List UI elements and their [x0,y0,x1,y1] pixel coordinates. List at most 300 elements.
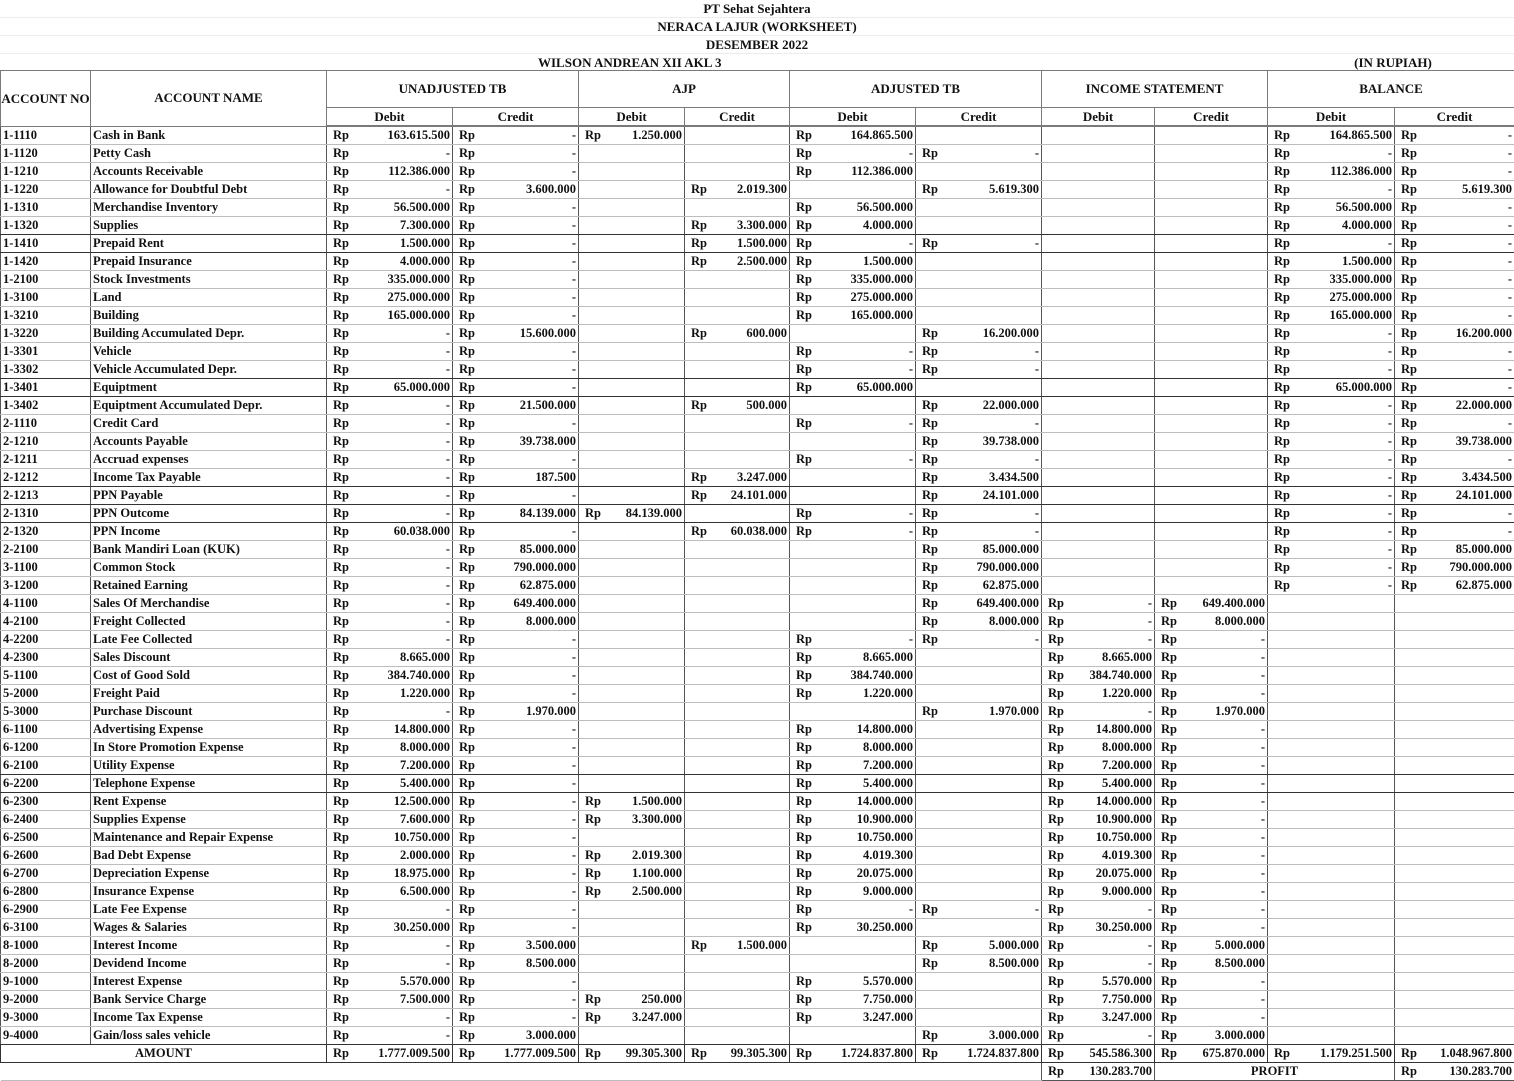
amount-value: 5.619.300 [989,181,1039,198]
currency-label: Rp [333,955,349,972]
amount-cell [1042,487,1155,505]
amount-cell [790,721,916,739]
report-author: WILSON ANDREAN XII AKL 3 [538,55,722,71]
amount-cell [790,523,916,541]
amount-value: 7.750.000 [1102,991,1152,1008]
table-row [1,811,1514,829]
amount-cell [790,307,916,325]
amount-cell [1395,829,1514,847]
currency-label: Rp [1161,721,1177,738]
currency-label: Rp [796,829,812,846]
account-no-cell: 1-1220 [1,181,91,199]
amount-cell [685,955,790,973]
header-credit: Credit [1155,108,1268,127]
amount-value: - [1508,253,1512,270]
currency-label: Rp [1274,379,1290,396]
account-name-cell: Accounts Payable [91,433,327,451]
amount-cell [1395,901,1514,919]
amount-value: 7.200.000 [1102,757,1152,774]
amount-cell [790,451,916,469]
account-no-cell: 1-1410 [1,235,91,253]
amount-cell [685,667,790,685]
amount-cell [327,217,453,235]
amount-cell [327,235,453,253]
amount-value: 384.740.000 [388,667,451,684]
header-ajp: AJP [579,71,790,108]
amount-cell [1042,181,1155,199]
currency-label: Rp [333,415,349,432]
amount-cell [1395,271,1514,289]
amount-cell [685,865,790,883]
amount-value: - [572,145,576,162]
amount-value: - [572,343,576,360]
amount-value: - [1388,361,1392,378]
amount-cell [1155,433,1268,451]
table-row [1,253,1514,271]
amount-cell [1268,847,1395,865]
currency-label: Rp [1401,271,1417,288]
currency-label: Rp [333,541,349,558]
amount-cell [685,721,790,739]
table-row [1,829,1514,847]
currency-label: Rp [922,145,938,162]
amount-cell [453,126,579,145]
amount-value: 1.500.000 [737,937,787,954]
amount-value: 14.800.000 [394,721,450,738]
amount-value: - [1508,145,1512,162]
currency-label: Rp [796,991,812,1008]
amount-cell [579,199,685,217]
currency-label: Rp [1048,613,1064,630]
currency-label: Rp [1401,307,1417,324]
currency-label: Rp [796,901,812,918]
currency-label: Rp [796,685,812,702]
amount-value: 165.000.000 [388,307,451,324]
amount-value: - [1508,379,1512,396]
amount-cell [327,559,453,577]
amount-value: - [1035,901,1039,918]
amount-value: - [572,379,576,396]
amount-cell [1395,325,1514,343]
currency-label: Rp [459,955,475,972]
amount-value: 275.000.000 [1330,289,1393,306]
amount-value: 1.970.000 [989,703,1039,720]
currency-label: Rp [796,649,812,666]
amount-value: - [1261,991,1265,1008]
currency-label: Rp [459,307,475,324]
currency-label: Rp [333,991,349,1008]
amount-cell [1268,991,1395,1009]
currency-label: Rp [796,415,812,432]
amount-cell [685,343,790,361]
currency-label: Rp [796,1009,812,1026]
amount-cell [1268,577,1395,595]
amount-value: - [572,649,576,666]
amount-value: - [446,955,450,972]
amount-value: - [1508,307,1512,324]
currency-label: Rp [796,217,812,234]
currency-label: Rp [796,505,812,522]
amount-cell [1155,253,1268,271]
total-cell [1268,1045,1395,1063]
amount-value: - [572,811,576,828]
amount-cell [453,397,579,415]
account-no-cell: 6-1100 [1,721,91,739]
account-no-cell: 1-1320 [1,217,91,235]
currency-label: Rp [1161,1009,1177,1026]
currency-label: Rp [333,1045,349,1062]
currency-label: Rp [1401,145,1417,162]
amount-value: 3.000.000 [989,1027,1039,1044]
total-cell [453,1045,579,1063]
amount-cell [916,325,1042,343]
amount-cell [790,379,916,397]
currency-label: Rp [333,127,349,144]
currency-label: Rp [1048,757,1064,774]
currency-label: Rp [459,127,475,144]
amount-cell [327,919,453,937]
amount-cell [1395,559,1514,577]
currency-label: Rp [922,1045,938,1062]
amount-cell [453,685,579,703]
profit-label: PROFIT [1155,1063,1395,1081]
amount-cell [916,433,1042,451]
amount-cell [1395,199,1514,217]
amount-cell [1268,595,1395,613]
account-no-cell: 4-2300 [1,649,91,667]
amount-value: - [1388,523,1392,540]
amount-value: - [1388,487,1392,504]
table-row [1,955,1514,973]
amount-value: 7.750.000 [863,991,913,1008]
amount-cell [579,703,685,721]
currency-label: Rp [459,361,475,378]
amount-cell [916,523,1042,541]
currency-label: Rp [1401,487,1417,504]
amount-cell [579,613,685,631]
amount-cell [1268,865,1395,883]
amount-value: 545.586.300 [1090,1045,1153,1062]
account-no-cell: 2-1213 [1,487,91,505]
company-name: PT Sehat Sejahtera [0,1,1514,17]
amount-cell [1042,235,1155,253]
amount-value: 1.500.000 [1342,253,1392,270]
amount-cell [1042,397,1155,415]
amount-cell [1042,739,1155,757]
currency-label: Rp [459,343,475,360]
currency-label: Rp [585,883,601,900]
currency-label: Rp [922,613,938,630]
amount-cell [1042,613,1155,631]
currency-label: Rp [459,325,475,342]
amount-cell [916,577,1042,595]
currency-label: Rp [796,379,812,396]
amount-cell [916,739,1042,757]
amount-cell [1395,793,1514,811]
account-no-cell: 5-3000 [1,703,91,721]
amount-cell [916,829,1042,847]
amount-cell [327,649,453,667]
account-name-cell: Building [91,307,327,325]
amount-cell [790,325,916,343]
amount-value: - [1261,901,1265,918]
currency-label: Rp [1401,559,1417,576]
amount-value: - [1148,595,1152,612]
amount-cell [916,505,1042,523]
amount-cell [1155,793,1268,811]
amount-cell [916,199,1042,217]
amount-value: - [909,505,913,522]
currency-label: Rp [1401,1045,1417,1062]
amount-cell [327,685,453,703]
table-row [1,559,1514,577]
profit-income-debit [1042,1063,1155,1081]
amount-value: - [572,847,576,864]
amount-cell [685,577,790,595]
amount-cell [453,325,579,343]
currency-label: Rp [1048,1045,1064,1062]
amount-cell [453,523,579,541]
amount-cell [1395,703,1514,721]
amount-value: - [446,559,450,576]
amount-value: - [1388,235,1392,252]
amount-value: - [1508,217,1512,234]
amount-cell [327,883,453,901]
amount-cell [453,649,579,667]
account-no-cell: 2-1212 [1,469,91,487]
amount-cell [1268,811,1395,829]
amount-value: - [572,523,576,540]
table-row [1,487,1514,505]
report-period: DESEMBER 2022 [0,37,1514,53]
total-cell [916,1045,1042,1063]
account-no-cell: 1-3220 [1,325,91,343]
currency-label: Rp [922,937,938,954]
currency-label: Rp [459,1027,475,1044]
amount-cell [1042,883,1155,901]
amount-cell [579,829,685,847]
amount-cell [1155,739,1268,757]
currency-label: Rp [1161,613,1177,630]
amount-cell [685,919,790,937]
amount-cell [1395,523,1514,541]
amount-cell [916,901,1042,919]
table-row [1,739,1514,757]
amount-cell [790,883,916,901]
amount-value: - [1148,1027,1152,1044]
currency-label: Rp [1048,901,1064,918]
currency-label: Rp [1274,415,1290,432]
amount-cell [916,685,1042,703]
currency-label: Rp [333,289,349,306]
totals-label: AMOUNT [1,1045,327,1063]
amount-cell [453,505,579,523]
currency-label: Rp [1161,1027,1177,1044]
table-row [1,379,1514,397]
currency-label: Rp [1401,127,1417,144]
currency-label: Rp [1048,793,1064,810]
currency-label: Rp [459,289,475,306]
amount-cell [1268,235,1395,253]
currency-label: Rp [459,523,475,540]
amount-value: - [446,541,450,558]
amount-cell [579,865,685,883]
amount-cell [579,487,685,505]
amount-cell [1395,775,1514,793]
amount-value: 8.000.000 [526,613,576,630]
amount-cell [1268,667,1395,685]
currency-label: Rp [1161,883,1177,900]
amount-cell [1395,577,1514,595]
amount-value: - [1508,523,1512,540]
amount-cell [1155,307,1268,325]
amount-cell [453,955,579,973]
amount-value: 500.000 [746,397,787,414]
amount-cell [685,181,790,199]
amount-value: 20.075.000 [1096,865,1152,882]
currency-label: Rp [1048,1027,1064,1044]
amount-value: - [572,163,576,180]
amount-cell [685,1009,790,1027]
amount-value: - [572,721,576,738]
amount-cell [1042,433,1155,451]
amount-cell [1155,775,1268,793]
amount-value: - [572,667,576,684]
currency-label: Rp [459,559,475,576]
amount-cell [916,775,1042,793]
currency-label: Rp [333,487,349,504]
amount-cell [1268,145,1395,163]
amount-cell [685,271,790,289]
amount-cell [579,811,685,829]
account-no-cell: 2-1310 [1,505,91,523]
currency-label: Rp [796,793,812,810]
currency-label: Rp [459,415,475,432]
currency-label: Rp [922,361,938,378]
account-name-cell: Advertising Expense [91,721,327,739]
amount-value: 649.400.000 [977,595,1040,612]
amount-cell [453,829,579,847]
amount-cell [1268,721,1395,739]
amount-value: - [1388,577,1392,594]
amount-cell [453,145,579,163]
table-row [1,397,1514,415]
amount-cell [1395,307,1514,325]
amount-value: 7.200.000 [400,757,450,774]
amount-cell [1042,631,1155,649]
amount-cell [1268,271,1395,289]
amount-cell [453,217,579,235]
account-name-cell: Stock Investments [91,271,327,289]
amount-cell [1155,145,1268,163]
amount-cell [1155,235,1268,253]
totals-row [1,1045,1514,1063]
amount-cell [790,361,916,379]
currency-label: Rp [1161,649,1177,666]
currency-label: Rp [585,505,601,522]
amount-value: - [1035,145,1039,162]
total-cell [1395,1045,1514,1063]
worksheet-body [1,126,1514,1045]
amount-cell [1155,721,1268,739]
amount-cell [1268,757,1395,775]
amount-cell [790,469,916,487]
account-no-cell: 8-1000 [1,937,91,955]
currency-label: Rp [691,1045,707,1062]
amount-value: 4.019.300 [863,847,913,864]
amount-cell [579,415,685,433]
amount-cell [327,397,453,415]
amount-cell [1395,253,1514,271]
table-row [1,865,1514,883]
total-cell [685,1045,790,1063]
currency-label: Rp [1274,235,1290,252]
currency-label: Rp [585,1009,601,1026]
amount-cell [453,721,579,739]
amount-cell [1268,1027,1395,1045]
account-name-cell: Maintenance and Repair Expense [91,829,327,847]
amount-cell [1395,451,1514,469]
amount-cell [1395,361,1514,379]
amount-cell [453,811,579,829]
amount-cell [579,883,685,901]
amount-value: 1.777.009.500 [504,1045,576,1062]
amount-value: 649.400.000 [514,595,577,612]
amount-cell [327,595,453,613]
amount-value: 24.101.000 [1456,487,1512,504]
currency-label: Rp [333,757,349,774]
amount-cell [1042,271,1155,289]
amount-cell [1155,541,1268,559]
amount-value: 8.500.000 [526,955,576,972]
currency-label: Rp [459,1045,475,1062]
amount-value: - [1148,613,1152,630]
amount-cell [1268,1009,1395,1027]
amount-value: 384.740.000 [1090,667,1153,684]
amount-cell [327,991,453,1009]
currency-label: Rp [796,127,812,144]
amount-cell [916,793,1042,811]
currency-label: Rp [459,217,475,234]
amount-cell [579,307,685,325]
currency-label: Rp [333,307,349,324]
table-row [1,271,1514,289]
amount-value: 3.300.000 [632,811,682,828]
amount-cell [579,523,685,541]
amount-cell [453,469,579,487]
amount-value: - [1388,343,1392,360]
amount-cell [1268,181,1395,199]
account-no-cell: 6-2800 [1,883,91,901]
amount-cell [327,775,453,793]
account-name-cell: Sales Discount [91,649,327,667]
account-no-cell: 1-1110 [1,126,91,145]
amount-cell [1395,649,1514,667]
currency-label: Rp [796,739,812,756]
amount-value: 275.000.000 [851,289,914,306]
currency-label: Rp [459,541,475,558]
amount-value: - [1508,289,1512,306]
currency-label: Rp [585,865,601,882]
amount-cell [1155,181,1268,199]
amount-value: - [572,829,576,846]
currency-label: Rp [459,505,475,522]
amount-cell [1155,199,1268,217]
currency-label: Rp [1274,145,1290,162]
amount-cell [453,865,579,883]
amount-cell [579,1027,685,1045]
amount-value: - [1508,343,1512,360]
